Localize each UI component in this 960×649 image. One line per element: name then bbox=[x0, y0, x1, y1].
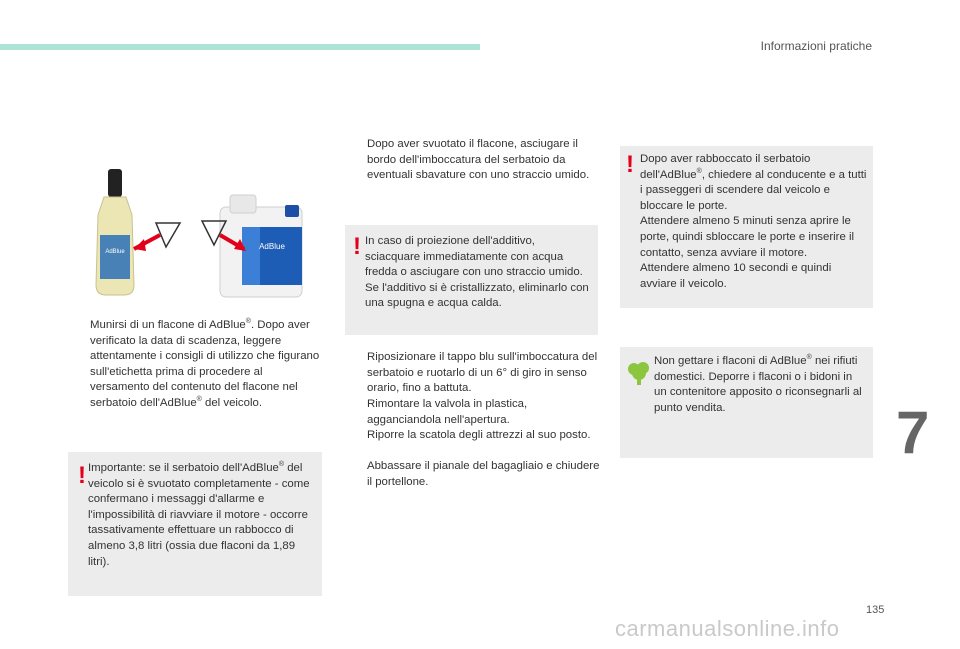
step-buy-bottle: Munirsi di un flacone di AdBlue®. Dopo aver verificato la data di scadenza, leggere attentamente i consigli di utilizzo che figurano sull'etichetta prima di procedere al versamento del contenuto del flacone nel serbatoio dell'AdBlue® del veicolo. bbox=[90, 318, 320, 409]
adblue-bottle-image bbox=[96, 169, 134, 295]
tree-icon bbox=[626, 360, 652, 386]
warning-text-line1: In caso di proiezione dell'additivo, sciacquare immediatamente con acqua fredda o asciugare con uno straccio umido. bbox=[365, 235, 583, 279]
step-dry-filler: Dopo aver svuotato il flacone, asciugare il bordo dell'imboccatura del serbatoio da eventuali sbavature con uno straccio umido. bbox=[367, 138, 590, 182]
section-title: Informazioni pratiche bbox=[760, 39, 872, 53]
warning-exclamation-icon: ! bbox=[353, 233, 361, 260]
page-number: 135 bbox=[866, 604, 885, 616]
eco-text: Non gettare i flaconi di AdBlue® nei rifiuti domestici. Deporre i flaconi o i bidoni in un contenitore apposito o riconsegnarli al punto vendita. bbox=[654, 354, 862, 414]
warning-box-after-refill bbox=[620, 146, 873, 308]
warning-text-p1: Dopo aver rabboccato il serbatoio dell'AdBlue®, chiedere al conducente e a tutti i passeggeri di scendere dal veicolo e bloccare le porte. bbox=[640, 153, 867, 212]
warning-exclamation-icon: ! bbox=[626, 151, 634, 178]
svg-text:AdBlue: AdBlue bbox=[105, 249, 125, 255]
step-refit-valve: Rimontare la valvola in plastica, agganciandola nell'apertura. bbox=[367, 398, 528, 426]
warning-text: Importante: se il serbatoio dell'AdBlue® del veicolo si è svuotato completamente - come confermano i messaggi d'allarme e l'impossibilità di riavviare il motore - occorre tassativamente effettuare un rabbocco di almeno 3,8 litri (ossia due flaconi da 1,89 litri). bbox=[88, 461, 310, 568]
warning-text-line2: Se l'additivo si è cristallizzato, eliminarlo con una spugna e acqua calda. bbox=[365, 281, 589, 310]
chapter-number: 7 bbox=[896, 399, 930, 466]
warning-text-p3: Attendere almeno 10 secondi e quindi avviare il veicolo. bbox=[640, 262, 832, 290]
warning-text-p2: Attendere almeno 5 minuti senza aprire le porte, quindi sbloccare le porte e inserire il contatto, senza avviare il motore. bbox=[640, 215, 855, 259]
warning-exclamation-icon: ! bbox=[78, 462, 86, 489]
watermark: carmanualsonline.info bbox=[615, 616, 840, 641]
step-close-boot: Abbassare il pianale del bagagliaio e chiudere il portellone. bbox=[367, 460, 600, 488]
step-refit-cap: Riposizionare il tappo blu sull'imboccatura del serbatoio e ruotarlo di un 6° di giro in senso orario, fino a battuta. bbox=[367, 351, 598, 395]
adblue-canister-image bbox=[220, 195, 302, 297]
step-store-toolbox: Riporre la scatola degli attrezzi al suo posto. bbox=[367, 429, 591, 441]
svg-text:AdBlue: AdBlue bbox=[259, 242, 285, 251]
eco-box-disposal bbox=[620, 347, 873, 458]
warning-box-splash bbox=[345, 225, 598, 335]
warning-box-empty-tank bbox=[68, 452, 322, 596]
adblue-illustration bbox=[90, 165, 330, 305]
header-accent-bar bbox=[0, 44, 480, 50]
